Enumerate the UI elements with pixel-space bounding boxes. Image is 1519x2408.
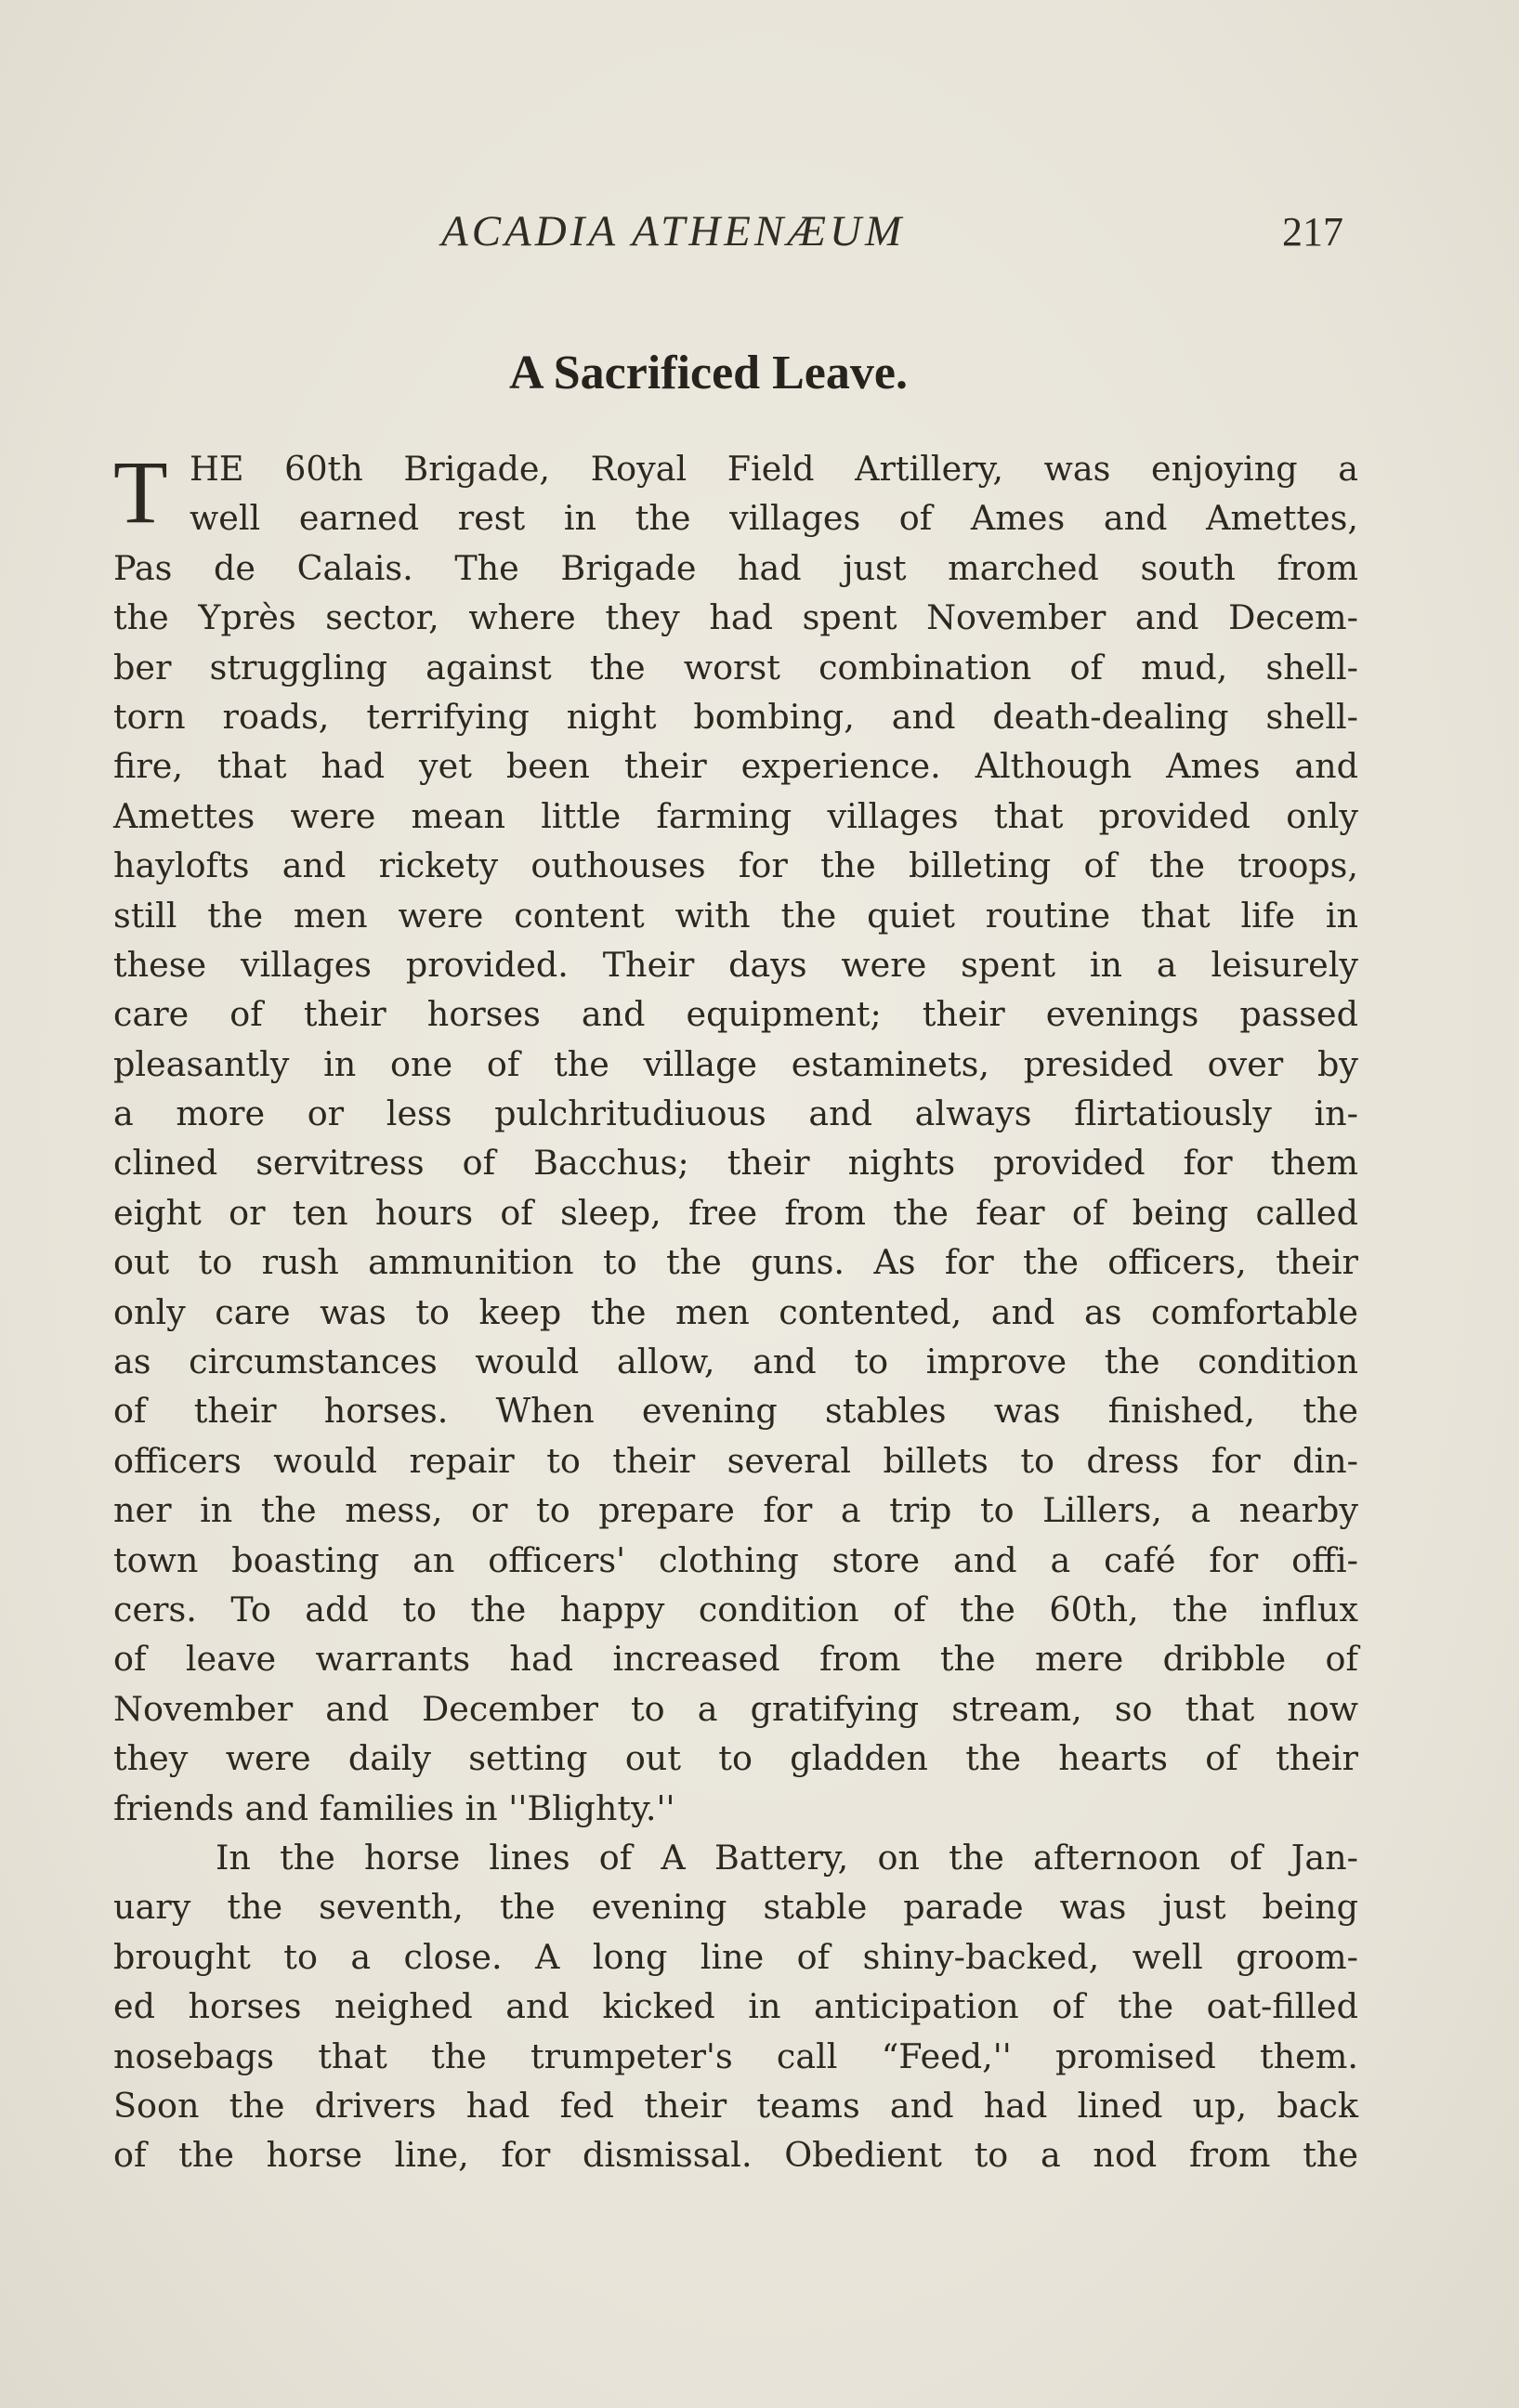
text-line: In the horse lines of A Battery, on the afternoon of Jan- [216,1837,1358,1878]
text-line: friends and families in ''Blighty.'' [113,1787,675,1828]
text-line: Pas de Calais. The Brigade had just marched south from [113,547,1358,588]
text-line: brought to a close. A long line of shiny-backed, well groom- [113,1936,1358,1977]
text-line: of the horse line, for dismissal. Obedient to a nod from the [113,2135,1358,2176]
text-line: only care was to keep the men contented, and as comfortable [113,1291,1358,1332]
text-line: torn roads, terrifying night bombing, and death-dealing shell- [113,696,1358,737]
text-line: of their horses. When evening stables was finished, the [113,1391,1358,1432]
text-line: eight or ten hours of sleep, free from the fear of being called [113,1192,1358,1233]
text-line: a more or less pulchritudiuous and always flirtatiously in- [113,1093,1358,1134]
article-title: A Sacrificed Leave. [509,347,908,399]
text-line: as circumstances would allow, and to improve the condition [113,1341,1358,1382]
text-line: town boasting an officers' clothing store and a café for offi- [113,1539,1358,1580]
text-line: Amettes were mean little farming villages that provided only [113,795,1358,836]
text-line: HE 60th Brigade, Royal Field Artillery, was enjoying a [190,449,1358,489]
page-number: 217 [1282,209,1343,255]
text-line: out to rush ammunition to the guns. As for the officers, their [113,1242,1358,1283]
text-line: well earned rest in the villages of Ames and Amettes, [190,498,1358,539]
text-line: pleasantly in one of the village estaminets, presided over by [113,1043,1358,1084]
text-line: ed horses neighed and kicked in anticipation of the oat-filled [113,1986,1358,2027]
text-line: ner in the mess, or to prepare for a trip to Lillers, a nearby [113,1490,1358,1531]
article-body [113,444,1358,2180]
text-line: these villages provided. Their days were spent in a leisurely [113,944,1358,985]
text-line: the Yprès sector, where they had spent November and Decem- [113,597,1358,638]
text-line: care of their horses and equipment; their evenings passed [113,994,1358,1035]
text-line: nosebags that the trumpeter's call “Feed,'' promised them. [113,2035,1358,2076]
running-head [111,206,1356,262]
text-line: clined servitress of Bacchus; their nights provided for them [113,1143,1358,1184]
text-line: cers. To add to the happy condition of the 60th, the influx [113,1589,1358,1629]
text-line: haylofts and rickety outhouses for the billeting of the troops, [113,845,1358,886]
text-line: uary the seventh, the evening stable parade was just being [113,1887,1358,1928]
text-line: fire, that had yet been their experience. Although Ames and [113,746,1358,787]
text-line: officers would repair to their several billets to dress for din- [113,1440,1358,1481]
text-line: November and December to a gratifying stream, so that now [113,1688,1358,1729]
text-line: ber struggling against the worst combination of mud, shell- [113,647,1358,687]
text-line: still the men were content with the quiet routine that life in [113,895,1358,936]
text-line: they were daily setting out to gladden the hearts of their [113,1738,1358,1779]
text-line: of leave warrants had increased from the mere dribble of [113,1639,1358,1680]
text-line: Soon the drivers had fed their teams and had lined up, back [113,2085,1358,2126]
drop-cap: T [113,442,168,542]
journal-title: ACADIA ATHENÆUM [441,207,906,255]
